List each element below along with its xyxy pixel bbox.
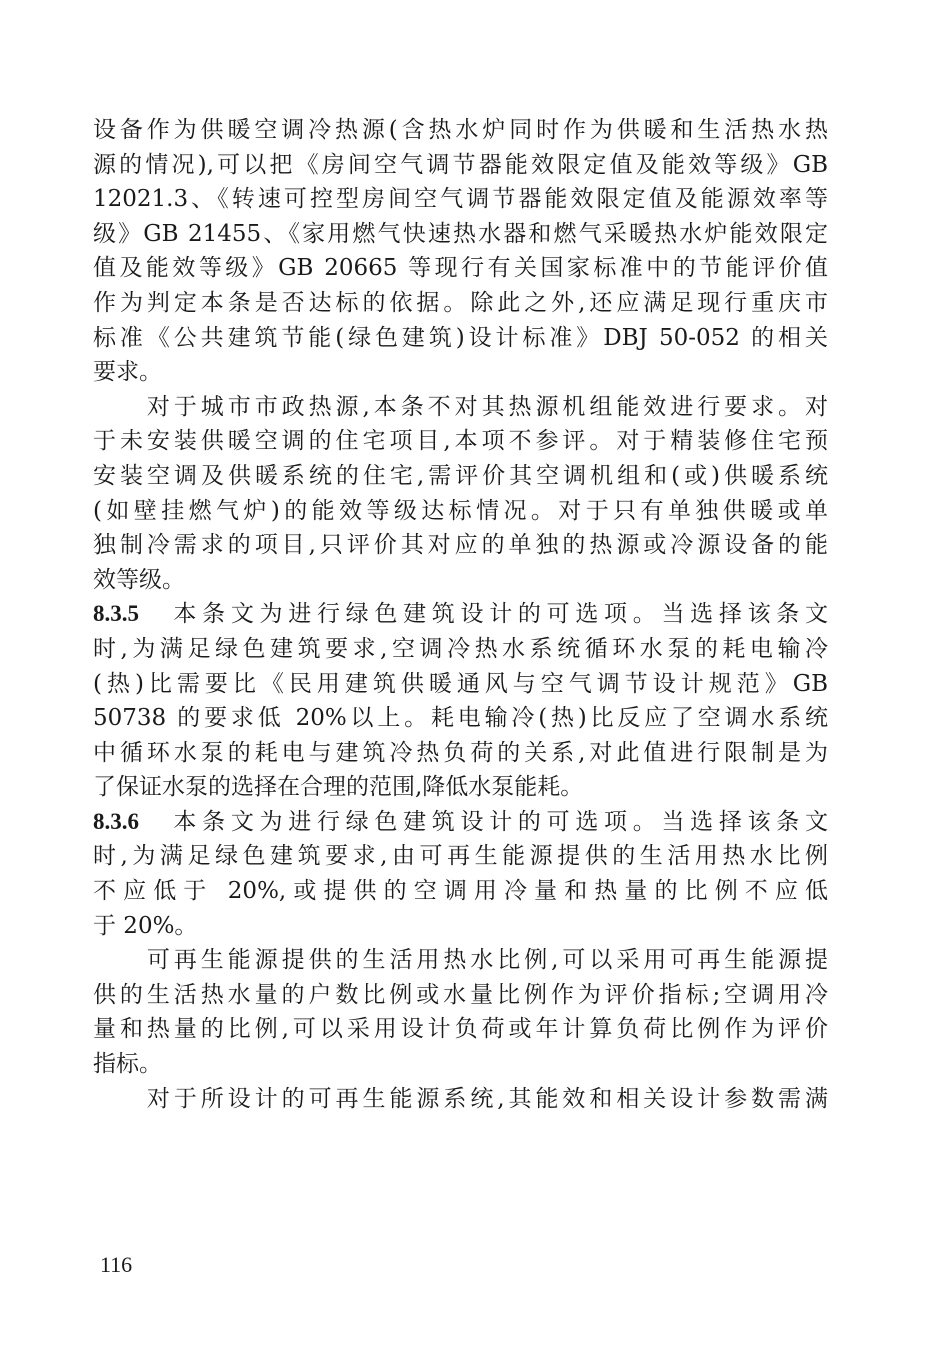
text-line: (热)比需要比《民用建筑供暖通风与空气调节设计规范》GB: [93, 670, 828, 697]
clause-line-8-3-5: [93, 597, 828, 632]
text-line: 对于所设计的可再生能源系统,其能效和相关设计参数需满: [93, 1085, 828, 1112]
clause-text: 本条文为进行绿色建筑设计的可选项。当选择该条文: [139, 808, 828, 835]
text-line: 源的情况),可以把《房间空气调节器能效限定值及能效等级》GB: [93, 151, 828, 178]
text-line: 标准《公共建筑节能(绿色建筑)设计标准》DBJ 50-052 的相关: [93, 324, 828, 351]
text-line: 安装空调及供暖系统的住宅,需评价其空调机组和(或)供暖系统: [93, 462, 828, 489]
text-line: 供的生活热水量的户数比例或水量比例作为评价指标;空调用冷: [93, 981, 828, 1008]
text-line: 于未安装供暖空调的住宅项目,本项不参评。对于精装修住宅预: [93, 428, 828, 455]
text-line: 可再生能源提供的生活用热水比例,可以采用可再生能源提: [93, 947, 828, 974]
text-line: 效等级。: [93, 566, 185, 593]
text-line: 独制冷需求的项目,只评价其对应的单独的热源或冷源设备的能: [93, 532, 828, 559]
text-line: 了保证水泵的选择在合理的范围,降低水泵能耗。: [93, 774, 584, 801]
clause-number: 8.3.5: [93, 601, 139, 627]
text-line: 50738 的要求低 20%以上。耗电输冷(热)比反应了空调水系统: [93, 705, 828, 732]
text-line: 不应低于 20%,或提供的空调用冷量和热量的比例不应低: [93, 878, 828, 905]
text-line: 对于城市市政热源,本条不对其热源机组能效进行要求。对: [93, 393, 828, 420]
text-line: 于 20%。: [93, 912, 198, 939]
text-line: 作为判定本条是否达标的依据。除此之外,还应满足现行重庆市: [93, 289, 828, 316]
text-line: 设备作为供暖空调冷热源(含热水炉同时作为供暖和生活热水热: [93, 117, 828, 143]
page-number: 116: [100, 1252, 133, 1277]
text-line: (如壁挂燃气炉)的能效等级达标情况。对于只有单独供暖或单: [93, 497, 828, 524]
text-line: 指标。: [93, 1051, 162, 1078]
text-line: 值及能效等级》GB 20665 等现行有关国家标准中的节能评价值: [93, 255, 828, 282]
text-line: 中循环水泵的耗电与建筑冷热负荷的关系,对此值进行限制是为: [93, 739, 828, 766]
text-line: 时,为满足绿色建筑要求,空调冷热水系统循环水泵的耗电输冷: [93, 635, 828, 662]
text-line: 时,为满足绿色建筑要求,由可再生能源提供的生活用热水比例: [93, 843, 828, 870]
clause-line-8-3-6: [93, 805, 828, 840]
text-line: 量和热量的比例,可以采用设计负荷或年计算负荷比例作为评价: [93, 1016, 828, 1043]
clause-number: 8.3.6: [93, 808, 139, 834]
text-line: 级》GB 21455、《家用燃气快速热水器和燃气采暖热水炉能效限定: [93, 220, 828, 247]
text-line: 12021.3、《转速可控型房间空气调节器能效限定值及能源效率等: [93, 186, 828, 213]
clause-text: 本条文为进行绿色建筑设计的可选项。当选择该条文: [139, 601, 828, 628]
document-body: [93, 113, 828, 1116]
text-line: 要求。: [93, 359, 162, 386]
